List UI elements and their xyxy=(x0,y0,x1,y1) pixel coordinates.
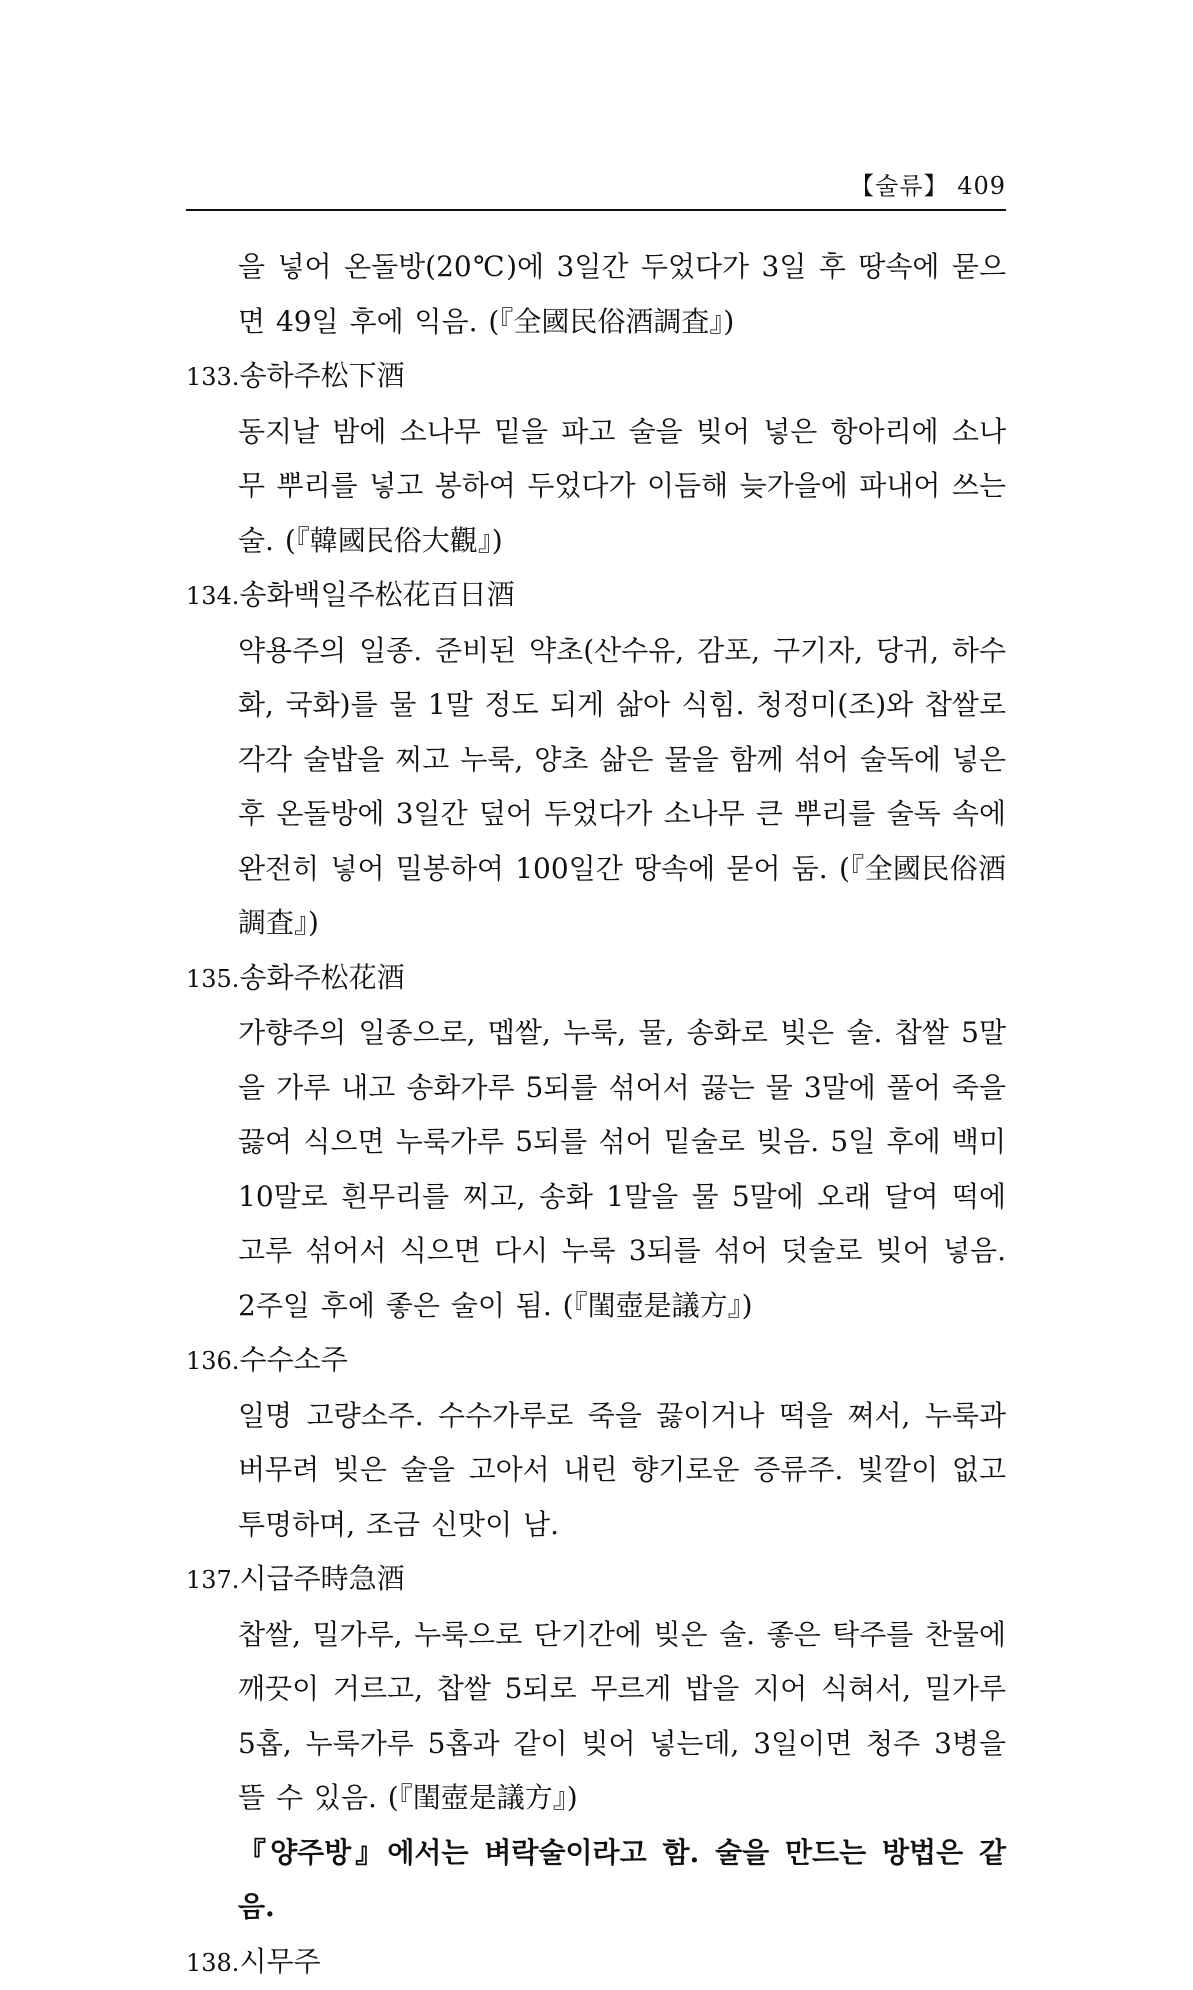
entry-number: 137. xyxy=(186,1553,239,1608)
entry-paragraph: 가향주의 일종으로, 멥쌀, 누룩, 물, 송화로 빚은 술. 찹쌀 5말을 가루 내고 송화가루 5되를 섞어서 끓는 물 3말에 풀어 죽을 끓여 식으면 누룩가루 5되를 섞어 밑술로 빚음. 5일 후에 백미 10말로 흰무리를 찌고, 송화 1말을 물 5말에 오래 달여 떡에 고루 섞어서 식으면 다시 누룩 3되를 섞어 덧술로 빚어 넣음. 2주일 후에 좋은 술이 됨. (『閨壺是議方』) xyxy=(186,1006,1006,1333)
entry-number: 133. xyxy=(186,350,239,405)
entry-heading xyxy=(186,568,1006,624)
entry-number: 136. xyxy=(186,1334,239,1389)
entry-137 xyxy=(186,1552,1006,1935)
entry-135 xyxy=(186,951,1006,1334)
entry-134 xyxy=(186,568,1006,951)
entry-title: 송화백일주松花百日酒 xyxy=(239,578,514,611)
header-rule xyxy=(186,209,1006,211)
entry-title: 시급주時急酒 xyxy=(239,1562,404,1595)
entry-133 xyxy=(186,349,1006,568)
entry-heading xyxy=(186,1935,1006,1990)
entry-number: 134. xyxy=(186,569,239,624)
entry-note-paragraph: 『양주방』에서는 벼락술이라고 함. 술을 만드는 방법은 같음. xyxy=(186,1826,1006,1935)
entry-number: 135. xyxy=(186,952,239,1007)
entry-heading xyxy=(186,951,1006,1007)
entry-title: 송하주松下酒 xyxy=(239,359,404,392)
entry-title: 수수소주 xyxy=(239,1343,347,1376)
running-header xyxy=(186,166,1006,201)
entry-heading xyxy=(186,1552,1006,1608)
entry-paragraph: 일명 고량소주. 수수가루로 죽을 끓이거나 떡을 쪄서, 누룩과 버무려 빚은 술을 고아서 내린 향기로운 증류주. 빛깔이 없고 투명하며, 조금 신맛이 남. xyxy=(186,1389,1006,1553)
entry-title: 시무주 xyxy=(239,1945,320,1978)
entry-number: 138. xyxy=(186,1936,239,1990)
entry-paragraph: 약용주의 일종. 준비된 약초(산수유, 감포, 구기자, 당귀, 하수화, 국화)를 물 1말 정도 되게 삶아 식힘. 청정미(조)와 찹쌀로 각각 술밥을 찌고 누룩, 양초 삶은 물을 함께 섞어 술독에 넣은 후 온돌방에 3일간 덮어 두었다가 소나무 큰 뿌리를 술독 속에 완전히 넣어 밀봉하여 100일간 땅속에 묻어 둠. (『全國民俗酒調査』) xyxy=(186,624,1006,951)
entry-title: 송화주松花酒 xyxy=(239,961,404,994)
entry-heading xyxy=(186,349,1006,405)
continued-paragraph: 을 넣어 온돌방(20℃)에 3일간 두었다가 3일 후 땅속에 묻으면 49일 후에 익음. (『全國民俗酒調査』) xyxy=(186,240,1006,349)
entry-paragraph: 찹쌀, 밀가루, 누룩으로 단기간에 빚은 술. 좋은 탁주를 찬물에 깨끗이 거르고, 찹쌀 5되로 무르게 밥을 지어 식혀서, 밀가루 5홉, 누룩가루 5홉과 같이 빚어 넣는데, 3일이면 청주 3병을 뜰 수 있음. (『閨壺是議方』) xyxy=(186,1608,1006,1826)
entry-136 xyxy=(186,1333,1006,1552)
section-label: 【술류】 xyxy=(850,172,948,200)
entry-paragraph: 동지날 밤에 소나무 밑을 파고 술을 빚어 넣은 항아리에 소나무 뿌리를 넣고 봉하여 두었다가 이듬해 늦가을에 파내어 쓰는 술. (『韓國民俗大觀』) xyxy=(186,405,1006,569)
entry-138 xyxy=(186,1935,1006,1990)
entry-heading xyxy=(186,1333,1006,1389)
page-number: 409 xyxy=(957,172,1006,200)
page-body xyxy=(186,240,1006,1990)
